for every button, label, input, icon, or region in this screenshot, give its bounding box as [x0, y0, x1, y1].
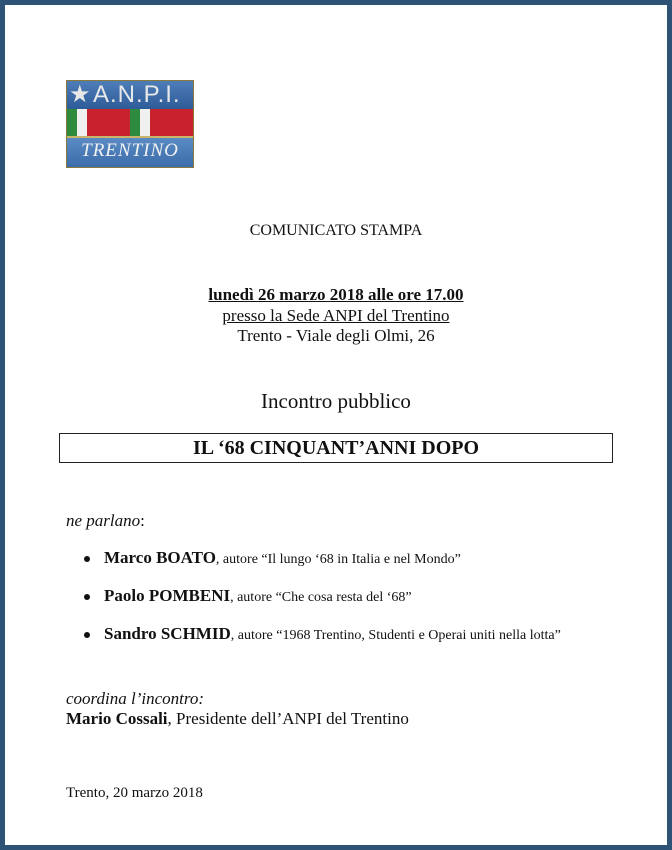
speaker-description: , autore “1968 Trentino, Studenti e Operai uniti nella lotta” [230, 628, 561, 643]
coordinator-label: coordina l’incontro: [66, 689, 205, 708]
event-venue-text: presso la Sede ANPI del Trentino [222, 306, 450, 325]
anpi-trentino-logo [66, 80, 194, 168]
speakers-intro-text: ne parlano [66, 511, 141, 530]
event-date-text: lunedì 26 marzo 2018 alle ore 17.00 [208, 285, 464, 304]
bullet-icon [84, 556, 90, 562]
event-date [0, 285, 672, 305]
coordinator-name: Mario Cossali [66, 709, 168, 728]
logo-bottom-band [67, 136, 193, 168]
coordinator-line [66, 709, 409, 729]
speaker-name: Paolo POMBENI [104, 586, 231, 605]
document-heading: COMUNICATO STAMPA [249, 222, 423, 239]
bullet-icon [84, 632, 90, 638]
logo-name: TRENTINO [81, 140, 179, 161]
speaker-description: , autore “Il lungo ‘68 in Italia e nel Mondo” [215, 552, 461, 567]
speakers-intro-colon: : [140, 511, 145, 530]
speakers-intro [66, 511, 145, 531]
bullet-icon [84, 594, 90, 600]
speaker-name: Sandro SCHMID [104, 624, 231, 643]
italian-flag-band [67, 109, 193, 136]
speaker-name: Marco BOATO [104, 548, 216, 567]
document-date-footer: Trento, 20 marzo 2018 [66, 785, 203, 801]
event-title: IL ‘68 CINQUANT’ANNI DOPO [192, 437, 480, 459]
event-address: Trento - Viale degli Olmi, 26 [237, 326, 435, 345]
coordinator-role: , Presidente dell’ANPI del Trentino [167, 709, 409, 728]
logo-abbreviation: A.N.P.I. [93, 81, 181, 108]
event-title-box [59, 433, 613, 463]
star-icon: ★ [69, 80, 91, 108]
logo-top-band [67, 81, 193, 109]
speaker-description: , autore “Che cosa resta del ‘68” [230, 590, 412, 605]
event-type: Incontro pubblico [261, 389, 411, 413]
event-venue [0, 306, 672, 326]
